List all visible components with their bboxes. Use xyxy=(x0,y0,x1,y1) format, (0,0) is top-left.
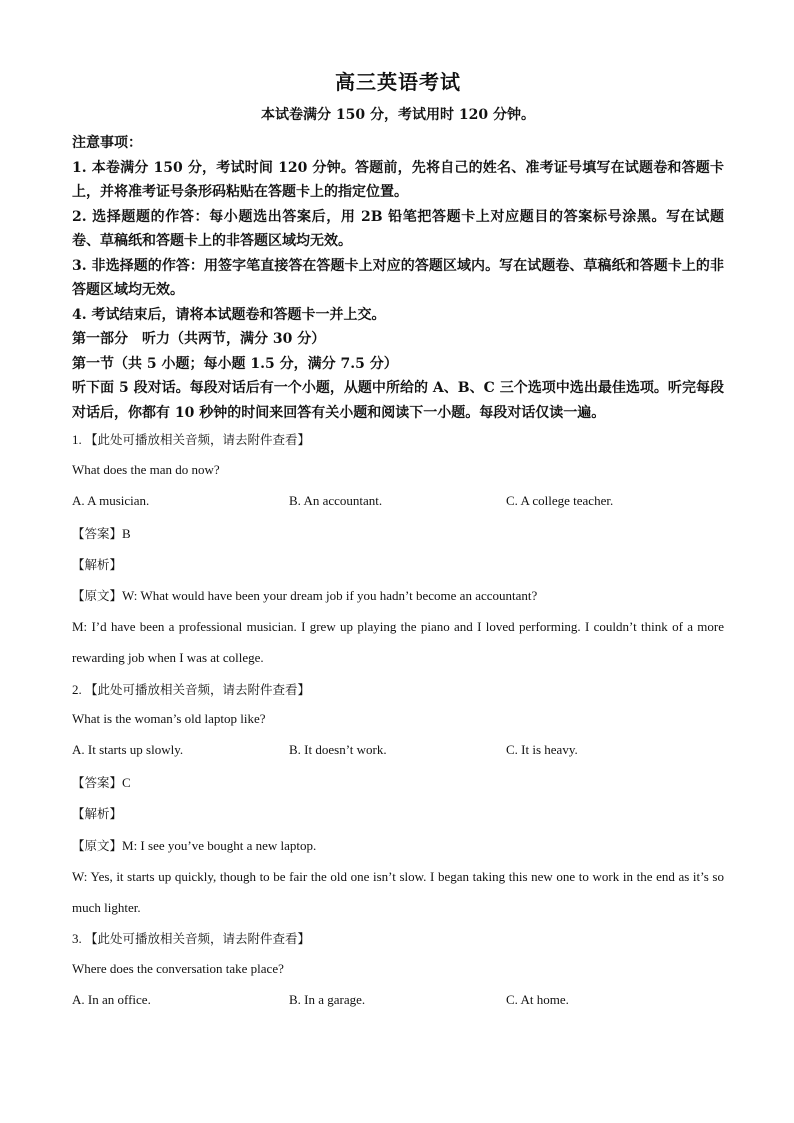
page-title: 高三英语考试 xyxy=(335,70,461,94)
answer-label: 【答案】 xyxy=(72,775,123,790)
part-heading: 第一部分 听力（共两节，满分 30 分） xyxy=(72,331,326,347)
transcript-line-1 xyxy=(72,586,537,604)
section-heading: 第一节（共 5 小题；每小题 1.5 分，满分 7.5 分） xyxy=(72,355,398,372)
audio-link[interactable]: 【此处可播放相关音频，请去附件查看】 xyxy=(85,682,311,697)
note-item-4: 4. 考试结束后，请将本试题卷和答题卡一并上交。 xyxy=(72,306,386,323)
notes-heading: 注意事项： xyxy=(72,135,142,151)
notes-block xyxy=(72,131,724,425)
option-c: C. A college teacher. xyxy=(506,493,614,508)
option-a: A. A musician. xyxy=(72,493,150,508)
question-stem: Where does the conversation take place? xyxy=(72,961,284,976)
transcript-line-2: W: Yes, it starts up quickly, though to be fair the old one isn’t slow. I began taking this new one to work in the end as it’s so much lighter. xyxy=(72,869,724,915)
analysis-label: 【解析】 xyxy=(72,557,123,572)
option-a: A. It starts up slowly. xyxy=(72,742,184,757)
note-item-2: 2. 选择题题的作答：每小题选出答案后，用 2B 铅笔把答题卡上对应题目的答案标号涂黑。写在试题卷、草稿纸和答题卡上的非答题区域均无效。 xyxy=(72,208,724,249)
option-c: C. At home. xyxy=(506,992,569,1007)
option-a: A. In an office. xyxy=(72,992,151,1007)
audio-link[interactable]: 【此处可播放相关音频，请去附件查看】 xyxy=(85,931,311,946)
question-stem: What is the woman’s old laptop like? xyxy=(72,711,266,726)
question-stem: What does the man do now? xyxy=(72,462,220,477)
question-number: 1. xyxy=(72,432,82,447)
question-audio-line xyxy=(72,430,310,448)
transcript-line-1 xyxy=(72,836,316,854)
answer-value: C xyxy=(122,775,131,790)
transcript-label: 【原文】 xyxy=(72,588,123,603)
transcript-line-2: M: I’d have been a professional musician. I grew up playing the piano and I loved performing. I couldn’t think of a more rewarding job when I was at college. xyxy=(72,619,724,665)
question-number: 2. xyxy=(72,682,82,697)
answer-label: 【答案】 xyxy=(72,526,123,541)
transcript-text: M: I see you’ve bought a new laptop. xyxy=(122,838,317,853)
option-b: B. An accountant. xyxy=(289,493,383,508)
listening-instruction: 听下面 5 段对话。每段对话后有一个小题，从题中所给的 A、B、C 三个选项中选出最佳选项。听完每段对话后，你都有 10 秒钟的时间来回答有关小题和阅读下一小题。每段对话仅读一遍。 xyxy=(72,380,724,421)
answer-line xyxy=(72,524,131,542)
exam-subtitle: 本试卷满分 150 分，考试用时 120 分钟。 xyxy=(261,107,535,123)
option-b: B. In a garage. xyxy=(289,992,366,1007)
option-c: C. It is heavy. xyxy=(506,742,578,757)
answer-line xyxy=(72,773,131,791)
audio-link[interactable]: 【此处可播放相关音频，请去附件查看】 xyxy=(85,432,311,447)
question-audio-line xyxy=(72,929,310,947)
transcript-text: W: What would have been your dream job if you hadn’t become an accountant? xyxy=(122,588,538,603)
question-number: 3. xyxy=(72,931,82,946)
question-audio-line xyxy=(72,680,310,698)
analysis-label: 【解析】 xyxy=(72,806,123,821)
answer-value: B xyxy=(122,526,131,541)
note-item-3: 3. 非选择题的作答：用签字笔直接答在答题卡上对应的答题区域内。写在试题卷、草稿纸和答题卡上的非答题区域均无效。 xyxy=(72,257,724,298)
option-b: B. It doesn’t work. xyxy=(289,742,387,757)
transcript-label: 【原文】 xyxy=(72,838,123,853)
note-item-1: 1. 本卷满分 150 分，考试时间 120 分钟。答题前，先将自己的姓名、准考证号填写在试题卷和答题卡上，并将准考证号条形码粘贴在答题卡上的指定位置。 xyxy=(72,159,724,200)
